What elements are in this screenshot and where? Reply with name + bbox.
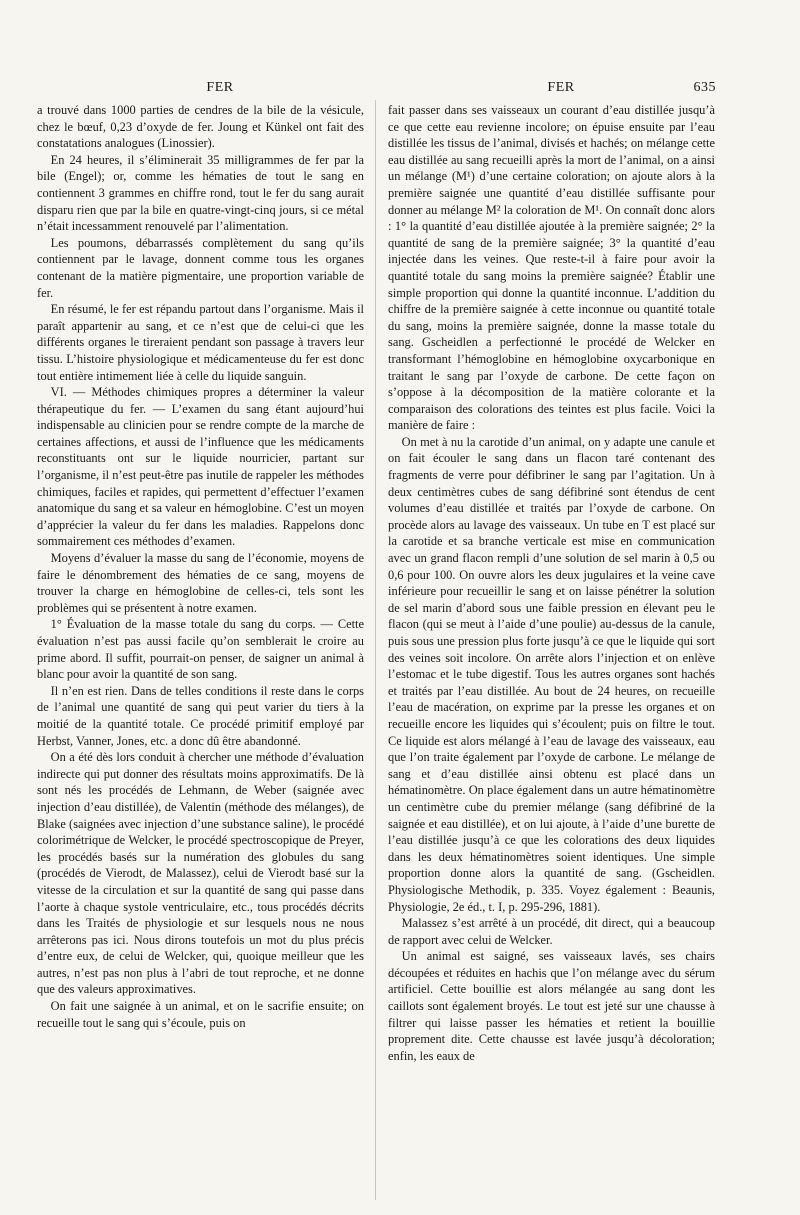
paragraph: En résumé, le fer est répandu partout dans l’organisme. Mais il paraît appartenir au sang, et ce n’est que de celui-ci que les différents organes le tireraient pendant son passage à travers leur tissu. L’histoire physiologique et médicamenteuse du fer est donc tout entière intimement liée à celle du liquide sanguin. [37, 302, 364, 383]
paragraph: Moyens d’évaluer la masse du sang de l’économie, moyens de faire le dénombrement des hématies de ce sang, moyens de trouver la charge en hémoglobine de celles-ci, tels sont les problèmes qui se présentent à notre examen. [37, 551, 364, 615]
running-head-right: FER [547, 80, 575, 95]
paragraph: Les poumons, débarrassés complètement du sang qu’ils contiennent par le lavage, donnent comme tous les organes contenant de la matière pigmentaire, une proportion variable de fer. [37, 235, 364, 300]
paragraph: Il n’en est rien. Dans de telles conditions il reste dans le corps de l’animal une quantité de sang qui peut varier du tiers à la moitié de la quantité totale. Ce procédé primitif employé par Herbst, Vanner, Jones, etc. a donc dû être abandonné. [37, 683, 364, 748]
left-column [37, 102, 364, 1031]
paragraph: On fait une saignée à un animal, et on le sacrifie ensuite; on recueille tout le sang qui s’écoule, puis on [37, 999, 364, 1030]
paragraph: a trouvé dans 1000 parties de cendres de la bile de la vésicule, chez le bœuf, 0,23 d’oxyde de fer. Joung et Künkel ont fait des constatations analogues (Linossier). [37, 103, 364, 151]
paragraph: On met à nu la carotide d’un animal, on y adapte une canule et on fait écouler le sang dans un flacon taré contenant des fragments de verre pour défibriner le sang par l’agitation. Un à deux centimètres cubes de sang défibriné sont étendus de cent volumes d’eau distillée et traités par l’oxyde de carbone. On procède alors au lavage des vaisseaux. Un tube en T est placé sur la carotide et sa branche verticale est mise en communication avec un grand flacon rempli d’une solution de sel marin à 0,5 ou 0,6 pour 100. On ouvre alors les deux jugulaires et la veine cave inférieure pour recueillir le sang et on laisse pénétrer la solution de sel marin d’abord sous une faible pression en élevant peu le flacon (qui se meut à l’aide d’une poulie) au-dessus de la canule, puis sous une pression plus forte jusqu’à ce que le liquide qui sort des veines soit incolore. On arrête alors l’injection et on enlève l’estomac et le tube digestif. Tous les autres organes sont hachés et traités par l’eau distillée. Au bout de 24 heures, on recueille l’eau de macération, on exprime par la presse les organes et on recueille encore les liquides qui s’écoulent; puis on filtre le tout. Ce liquide est alors mélangé à l’eau de lavage des vaisseaux, eau que l’on traite également par l’oxyde de carbone. Le mélange de sang et d’eau distillée ainsi obtenu est placé dans un hématinomètre. On place également dans un autre hématinomètre un centimètre cube du premier mélange (sang défibriné de la saignée et eau distillée), et on lui ajoute, à l’aide d’une burette de l’eau distillée jusqu’à ce que les colorations des deux liquides dans les deux hématinomètres soient identiques. Une simple proportion donne alors la quantité de sang. (Gscheidlen. Physiologische Methodik, p. 335. Voyez également : Beaunis, Physiologie, 2e éd., t. I, p. 295-296, 1881). [388, 434, 715, 914]
right-column [388, 102, 715, 1064]
section-paragraph: VI. — Méthodes chimiques propres a déterminer la valeur thérapeutique du fer. — L’examen du sang étant aujourd’hui indispensable au clinicien pour se rendre compte de la marche de certaines affections, et aussi de l’influence que les médicaments reconstituants ont sur le liquide nourricier, partant sur l’organisme, il n’est peut-être pas inutile de rappeler les méthodes chimiques, faciles et rapides, qui permettent d’effectuer l’examen anatomique du sang et sa valeur en hémoglobine. C’est un moyen d’apprécier la valeur du fer dans les maladies. Rappelons donc sommairement ces méthodes d’examen. [37, 385, 364, 549]
running-head-left: FER [206, 80, 234, 95]
paragraph: On a été dès lors conduit à chercher une méthode d’évaluation indirecte qui put donner des résultats moins approximatifs. De là sont nés les procédés de Lehmann, de Weber (saignée avec injection d’eau distillée), de Valentin (méthode des mélanges), de Blake (saignées avec injection d’une substance saline), le procédé colorimétrique de Welcker, le procédé spectroscopique de Preyer, les procédés basés sur la numération des globules du sang (procédés de Vierodt, de Malassez), celui de Vierodt basé sur la vitesse de la circulation et sur la quantité de sang qui passe dans l’aorte à chaque systole ventriculaire, etc., tous procédés décrits dans les Traités de physiologie et sur lesquels nous ne nous arrêterons pas ici. Nous dirons toutefois un mot du plus précis d’entre eux, de celui de Welcker, qui, quoique meilleur que les autres, n’est pas non plus à l’abri de tout reproche, et ne donne que des valeurs approximatives. [37, 750, 364, 997]
paragraph: fait passer dans ses vaisseaux un courant d’eau distillée jusqu’à ce que cette eau revienne incolore; on épuise ensuite par l’eau distillée les tissus de l’animal, divisés et hachés; on mélange cette eau distillée au sang recueilli après la mort de l’animal, on a ainsi un mélange (M¹) d’une certaine coloration; on ajoute alors à la première saignée une quantité d’eau distillée suffisante pour donner au mélange M² la coloration de M¹. On connaît donc alors : 1° la quantité d’eau distillée ajoutée à la première saignée; 2° la quantité de sang de la première saignée; 3° la quantité d’eau injectée dans les veines. Que reste-t-il à faire pour avoir la quantité totale du sang moins la première saignée? Établir une simple proportion qui donne la quantité inconnue. L’addition du chiffre de la première saignée à cette inconnue ou quantité totale du sang, moins la première saignée, donne la masse totale du sang. Gscheidlen a perfectionné le procédé de Welcker en transformant l’hémoglobine en hémoglobine oxycarbonique en traitant le sang par l’oxyde de carbone. De cette façon on s’oppose à la décomposition de la matière colorante et la comparaison des colorations des teintes est plus facile. Voici la manière de faire : [388, 103, 715, 433]
subsection-paragraph: 1° Évaluation de la masse totale du sang du corps. — Cette évaluation n’est pas aussi facile qu’on semblerait le croire au prime abord. Il suffit, pourrait-on penser, de saigner un animal à blanc pour avoir la quantité de son sang. [37, 617, 364, 682]
column-divider [375, 100, 376, 1200]
paragraph: En 24 heures, il s’éliminerait 35 milligrammes de fer par la bile (Engel); or, comme les hématies de tout le sang en contiennent 3 grammes en chiffre rond, tout le fer du sang aurait disparu rien que par la bile en quatre-vingt-cinq jours, si ce métal n’était incessamment renouvelé par l’alimentation. [37, 152, 364, 234]
paragraph: Un animal est saigné, ses vaisseaux lavés, ses chairs découpées et réduites en hachis que l’on mélange avec du sérum artificiel. Cette bouillie est alors mélangée au sang dont les caillots sont également broyés. Le tout est jeté sur une chausse à filtrer qui laisse passer les hématies et retient la bouillie proprement dite. Cette chausse est lavée jusqu’à décoloration; enfin, les eaux de [388, 949, 715, 1063]
paragraph: Malassez s’est arrêté à un procédé, dit direct, qui a beaucoup de rapport avec celui de Welcker. [388, 916, 715, 947]
page-number: 635 [693, 80, 716, 95]
